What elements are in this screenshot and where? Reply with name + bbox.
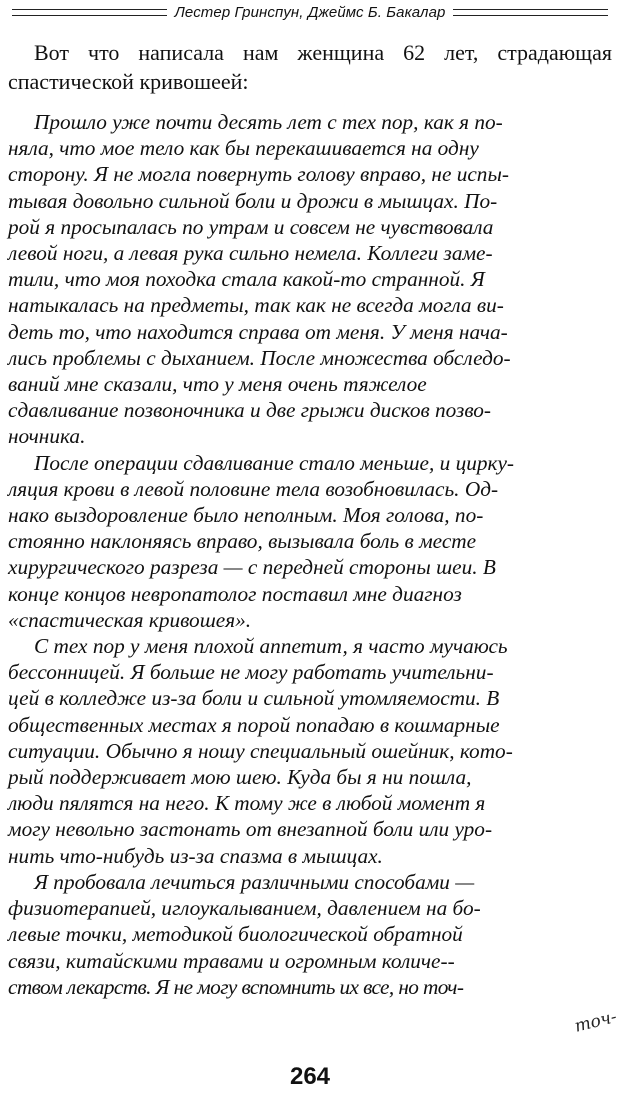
text-line: ляция крови в левой половине тела возобновилась. Од-: [8, 476, 499, 501]
text-line: рый поддерживает мою шею. Куда бы я ни пошла,: [8, 765, 472, 790]
header-rule-left: [12, 9, 167, 16]
intro-paragraph: Вот что написала нам женщина 62 лет, страдающая спастической кривошеей:: [8, 40, 612, 94]
text-line: хирургического разреза — с передней стороны шеи. В: [8, 555, 496, 580]
text-line: конце концов невропатолог поставил мне диагноз: [8, 581, 462, 606]
text-line: няла, что мое тело как бы перекашивается на одну: [8, 136, 479, 161]
text-line: Я пробовала лечиться различными способами —: [34, 869, 475, 894]
text-line: тили, что моя походка стала какой-то странной. Я: [8, 267, 485, 292]
text-line: лись проблемы с дыханием. После множества обследо-: [8, 345, 511, 370]
running-head-authors: Лестер Гринспун, Джеймс Б. Бакалар: [174, 3, 446, 21]
text-line: общественных местах я порой попадаю в кошмарные: [8, 712, 500, 737]
text-line: После операции сдавливание стало меньше, и цирку-: [34, 450, 514, 475]
text-line: рой я просыпалась по утрам и совсем не чувствовала: [8, 214, 494, 239]
header-rule-right: [453, 9, 608, 16]
quote-paragraph-1: [8, 109, 612, 450]
text-line: натыкалась на предметы, так как не всегда могла ви-: [8, 293, 504, 318]
text-line: связи, китайскими травами и огромным количе--: [8, 948, 455, 973]
text-line: тывая довольно сильной боли и дрожи в мышцах. По-: [8, 188, 498, 213]
quote-paragraph-2: [8, 450, 612, 633]
running-head: [12, 0, 608, 24]
text-line: ством лекарств. Я не могу вспомнить их все, но точ-: [8, 974, 464, 999]
text-line: нако выздоровление было неполным. Моя голова, по-: [8, 503, 484, 528]
quoted-letter: [8, 109, 612, 1000]
text-line: «спастическая кривошея».: [8, 607, 252, 632]
text-line: сторону. Я не могла повернуть голову вправо, не испы-: [8, 162, 509, 187]
quote-paragraph-4: [8, 869, 612, 1000]
handwritten-margin-note: точ-: [572, 1006, 620, 1037]
text-line: цей в колледже из-за боли и сильной утомляемости. В: [8, 686, 500, 711]
text-line: ночника.: [8, 424, 86, 449]
text-line: физиотерапией, иглоукалыванием, давлением на бо-: [8, 896, 481, 921]
text-line: Прошло уже почти десять лет с тех пор, как я по-: [34, 110, 503, 134]
text-line: деть то, что находится справа от меня. У меня нача-: [8, 319, 508, 344]
text-line: сдавливание позвоночника и две грыжи дисков позво-: [8, 398, 492, 423]
text-line: С тех пор у меня плохой аппетит, я часто мучаюсь: [34, 634, 508, 659]
text-line: ситуации. Обычно я ношу специальный ошейник, кото-: [8, 738, 513, 763]
text-line: стоянно наклоняясь вправо, вызывала боль в месте: [8, 529, 477, 554]
text-line: нить что-нибудь из-за спазма в мышцах.: [8, 843, 383, 868]
text-line: люди пялятся на него. К тому же в любой момент я: [8, 791, 486, 816]
page-number: 264: [289, 1063, 331, 1090]
text-line: левые точки, методикой биологической обратной: [8, 922, 463, 947]
text-line: левой ноги, а левая рука сильно немела. Коллеги заме-: [8, 241, 493, 266]
page-body: [8, 38, 612, 1000]
text-line: могу невольно застонать от внезапной боли или уро-: [8, 817, 493, 842]
text-line: ваний мне сказали, что у меня очень тяжелое: [8, 372, 427, 397]
text-line: бессонницей. Я больше не могу работать учительни-: [8, 660, 494, 685]
quote-paragraph-3: [8, 633, 612, 869]
